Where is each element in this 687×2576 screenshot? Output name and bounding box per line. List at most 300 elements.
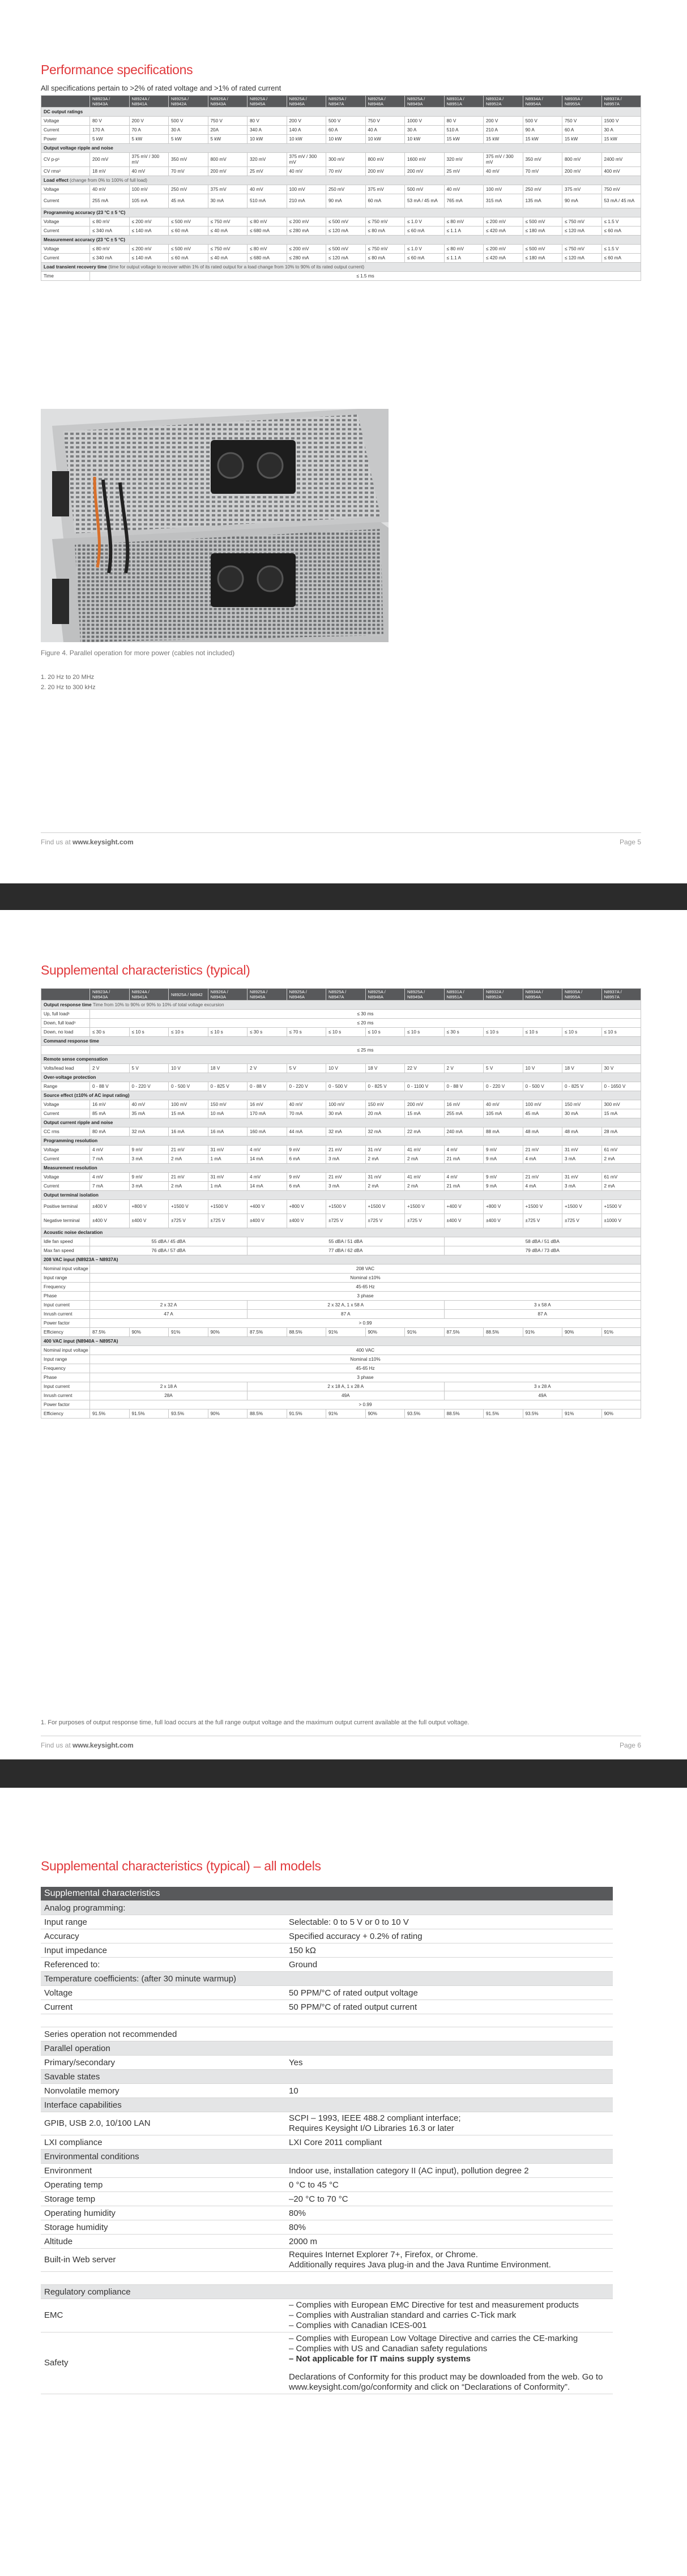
- table-cell: ≤ 10 s: [601, 1028, 641, 1037]
- spanning-cell: ≤ 25 ms: [90, 1046, 641, 1055]
- table-cell: 100 mV: [326, 1100, 366, 1109]
- table-cell: 500 mV: [405, 185, 445, 194]
- row-label: Power factor: [41, 1319, 90, 1328]
- table-cell: 16 mA: [208, 1127, 248, 1137]
- table-cell: 4 mV: [248, 1146, 287, 1155]
- table-cell: 2 V: [248, 1064, 287, 1073]
- section-row: [41, 1228, 641, 1237]
- table-cell: 340 A: [248, 126, 287, 135]
- row-label: Referenced to:: [41, 1958, 285, 1972]
- table-cell: +1500 V: [523, 1200, 562, 1214]
- table-cell: 91%: [326, 1328, 366, 1337]
- row-label: Efficiency: [41, 1409, 90, 1419]
- table-cell: 40 mV: [444, 185, 484, 194]
- row-label: Voltage: [41, 185, 90, 194]
- table-cell: ±725 V: [208, 1214, 248, 1228]
- table-row: [41, 126, 641, 135]
- table-cell: 40 mV: [484, 167, 523, 176]
- table-cell: 16 mV: [90, 1100, 130, 1109]
- row-label: Inrush current: [41, 1310, 90, 1319]
- table-cell: 400 mV: [601, 167, 641, 176]
- table-cell: 16 mV: [444, 1100, 484, 1109]
- section-label: [41, 176, 641, 185]
- performance-spec-table: [41, 95, 641, 281]
- table-cell: 40 mV: [90, 185, 130, 194]
- row-label: Input range: [41, 1274, 90, 1283]
- table-cell: 20 mA: [365, 1109, 405, 1118]
- header-corner: [41, 96, 90, 108]
- table-cell: ≤ 750 mV: [208, 245, 248, 254]
- footer-prefix: Find us at: [41, 1741, 73, 1749]
- footer-url-link[interactable]: www.keysight.com: [72, 838, 134, 846]
- subsection-row: [41, 1972, 613, 1986]
- table-cell: 30 mA: [208, 194, 248, 208]
- table-cell: ≤ 200 mV: [287, 245, 326, 254]
- model-header-cell: N8925A / N8949A: [405, 96, 445, 108]
- table-cell: ≤ 500 mV: [169, 217, 208, 227]
- model-header-cell: N8935A / N8955A: [562, 96, 602, 108]
- table-cell: 48 mA: [523, 1127, 562, 1137]
- row-label: Current: [41, 1182, 90, 1191]
- table-row: [41, 117, 641, 126]
- table-cell: ≤ 200 mV: [129, 245, 169, 254]
- table-cell: ≤ 120 mA: [326, 227, 366, 236]
- table-cell: +1500 V: [405, 1200, 445, 1214]
- table-cell: ≤ 750 mV: [365, 245, 405, 254]
- row-value: 2000 m: [285, 2235, 613, 2249]
- header-corner: [41, 989, 90, 1001]
- page-number: Page 5: [619, 838, 641, 846]
- table-cell: 90%: [208, 1328, 248, 1337]
- table-cell: 300 mV: [326, 153, 366, 167]
- row-label: [41, 1046, 90, 1055]
- table-cell: 90%: [208, 1409, 248, 1419]
- table-row: [41, 1364, 641, 1373]
- table-cell: ≤ 10 s: [129, 1028, 169, 1037]
- table-cell: 320 mV: [248, 153, 287, 167]
- table-cell: 10 V: [326, 1064, 366, 1073]
- section-label: [41, 1164, 641, 1173]
- row-label: Storage humidity: [41, 2220, 285, 2235]
- table-cell: +800 V: [484, 1200, 523, 1214]
- section-title: Over-voltage protection: [44, 1075, 96, 1080]
- table-cell: 30 mA: [562, 1109, 602, 1118]
- table-cell: ±725 V: [365, 1214, 405, 1228]
- section-title: Remote sense compensation: [44, 1057, 108, 1062]
- section-title: Measurement resolution: [44, 1165, 97, 1170]
- table-cell: ≤ 420 mA: [484, 254, 523, 263]
- table-cell: 2 mA: [365, 1155, 405, 1164]
- table-cell: 350 mV: [169, 153, 208, 167]
- row-label: Current: [41, 2000, 285, 2014]
- spanning-cell: 400 VAC: [90, 1346, 641, 1355]
- grouped-cell: 3 x 28 A: [444, 1382, 641, 1391]
- footer-find-us: [41, 1741, 134, 1749]
- table-cell: ≤ 60 mA: [601, 254, 641, 263]
- table-row: [41, 194, 641, 208]
- table-cell: 21 mV: [523, 1146, 562, 1155]
- table-row: [41, 1214, 641, 1228]
- table-cell: ≤ 10 s: [405, 1028, 445, 1037]
- table-row: [41, 1373, 641, 1382]
- row-label: Range: [41, 1082, 90, 1091]
- subsection-label: Savable states: [41, 2070, 613, 2084]
- table-cell: ±725 V: [169, 1214, 208, 1228]
- subsection-row: [41, 2150, 613, 2164]
- subsection-label: Temperature coefficients: (after 30 minute warmup): [41, 1972, 613, 1986]
- table-cell: +1500 V: [562, 1200, 602, 1214]
- table-cell: 91%: [601, 1328, 641, 1337]
- row-value-multiline: [285, 2299, 613, 2333]
- row-label: Input impedance: [41, 1943, 285, 1958]
- subsection-row: [41, 2070, 613, 2084]
- table-cell: ≤ 200 mV: [484, 217, 523, 227]
- page-1: [0, 0, 687, 883]
- table-cell: +800 V: [287, 1200, 326, 1214]
- table-cell: 91%: [169, 1328, 208, 1337]
- table-cell: ≤ 60 mA: [405, 227, 445, 236]
- table-cell: 30 A: [601, 126, 641, 135]
- table-cell: 240 mA: [444, 1127, 484, 1137]
- table-cell: ≤ 10 s: [562, 1028, 602, 1037]
- model-header-cell: N8925A / N8947A: [326, 96, 366, 108]
- table-cell: 5 kW: [129, 135, 169, 144]
- row-label: Current: [41, 194, 90, 208]
- row-value: 80%: [285, 2206, 613, 2220]
- value-line: Declarations of Conformity for this product may be downloaded from the web. Go to: [289, 2372, 603, 2382]
- section-row: [41, 1255, 641, 1264]
- row-value: –20 °C to 70 °C: [285, 2192, 613, 2206]
- spanning-cell: 3 phase: [90, 1373, 641, 1382]
- table-cell: 21 mV: [169, 1146, 208, 1155]
- table-cell: 375 mV / 300 mV: [287, 153, 326, 167]
- model-header-cell: N8923A / N8943A: [90, 96, 130, 108]
- row-label: Phase: [41, 1292, 90, 1301]
- supplemental-table-wrap: [41, 988, 641, 1419]
- table-row: [41, 1958, 613, 1972]
- table-row: [41, 2056, 613, 2070]
- table-cell: 70 mA: [287, 1109, 326, 1118]
- table-cell: ≤ 1.1 A: [444, 254, 484, 263]
- table-cell: 2 mA: [601, 1155, 641, 1164]
- row-label: Up, full load¹: [41, 1010, 90, 1019]
- all-models-table-wrap: [41, 1887, 641, 2394]
- model-header-cell: N8931A / N8951A: [444, 96, 484, 108]
- table-cell: ≤ 680 mA: [248, 254, 287, 263]
- table-cell: 9 mV: [287, 1173, 326, 1182]
- value-line: – Not applicable for IT mains supply systems: [289, 2354, 471, 2364]
- grouped-cell: 77 dBA / 62 dBA: [248, 1246, 445, 1255]
- footnote-1: 1. For purposes of output response time, full load occurs at the full range output voltage and the maximum output current available at the full output voltage.: [41, 1719, 470, 1726]
- model-header-cell: N8934A / N8954A: [523, 989, 562, 1001]
- table-cell: 0 - 825 V: [208, 1082, 248, 1091]
- table-cell: 60 A: [562, 126, 602, 135]
- grouped-cell: 58 dBA / 51 dBA: [444, 1237, 641, 1246]
- table-cell: 30 V: [601, 1064, 641, 1073]
- table-cell: 80 V: [248, 117, 287, 126]
- table-cell: ±725 V: [523, 1214, 562, 1228]
- grouped-cell: 2 x 18 A, 1 x 28 A: [248, 1382, 445, 1391]
- table-row: [41, 1100, 641, 1109]
- table-cell: 60 A: [326, 126, 366, 135]
- table-cell: ≤ 750 mV: [562, 217, 602, 227]
- table-cell: 48 mA: [562, 1127, 602, 1137]
- table-cell: 32 mA: [326, 1127, 366, 1137]
- footer-prefix: Find us at: [41, 838, 73, 846]
- table-cell: 18 V: [562, 1064, 602, 1073]
- value-line: – Complies with US and Canadian safety regulations: [289, 2344, 488, 2353]
- grouped-cell: 79 dBA / 73 dBA: [444, 1246, 641, 1255]
- section-label: [41, 1073, 641, 1082]
- table-cell: 1500 V: [601, 117, 641, 126]
- row-label: Primary/secondary: [41, 2056, 285, 2070]
- table-cell: 800 mV: [562, 153, 602, 167]
- table-cell: 9 mV: [484, 1146, 523, 1155]
- table-cell: +1500 V: [208, 1200, 248, 1214]
- table-cell: 15 mA: [169, 1109, 208, 1118]
- model-header-cell: N8926A / N8943A: [208, 96, 248, 108]
- table-cell: ≤ 60 mA: [169, 227, 208, 236]
- subsection-label: Interface capabilities: [41, 2098, 613, 2112]
- table-row: [41, 1010, 641, 1019]
- table-cell: 21 mA: [444, 1155, 484, 1164]
- section-label: [41, 1037, 641, 1046]
- model-header-cell: N8932A / N8952A: [484, 96, 523, 108]
- section-title: Measurement accuracy (23 °C ± 5 °C): [44, 237, 125, 242]
- table-cell: 255 mA: [444, 1109, 484, 1118]
- table-cell: 510 mA: [248, 194, 287, 208]
- table-cell: ≤ 140 mA: [129, 254, 169, 263]
- table-cell: 9 mA: [484, 1182, 523, 1191]
- section-row: [41, 1091, 641, 1100]
- table-cell: 21 mV: [326, 1146, 366, 1155]
- footnote-2: 2. 20 Hz to 300 kHz: [41, 684, 96, 691]
- section-label: [41, 1001, 641, 1010]
- row-label: Voltage: [41, 117, 90, 126]
- table-cell: 30 A: [405, 126, 445, 135]
- subsection-row: [41, 1901, 613, 1915]
- table-cell: 70 mV: [169, 167, 208, 176]
- supplemental-table: [41, 988, 641, 1419]
- table-cell: +1500 V: [601, 1200, 641, 1214]
- table-cell: 500 V: [169, 117, 208, 126]
- value-line: [289, 2364, 609, 2372]
- table-cell: 20A: [208, 126, 248, 135]
- table-cell: 90%: [365, 1328, 405, 1337]
- parallel-operation-photo: [41, 409, 389, 642]
- spanning-cell: 45-65 Hz: [90, 1364, 641, 1373]
- table-cell: +800 V: [129, 1200, 169, 1214]
- table-cell: 25 mV: [248, 167, 287, 176]
- table-cell: 300 mV: [601, 1100, 641, 1109]
- table-cell: 100 mV: [129, 185, 169, 194]
- table-row: [41, 1146, 641, 1155]
- table-cell: 200 mV: [405, 1100, 445, 1109]
- section-row: [41, 208, 641, 217]
- table-cell: 105 mA: [484, 1109, 523, 1118]
- section-label: [41, 144, 641, 153]
- table-cell: 510 A: [444, 126, 484, 135]
- table-cell: ≤ 1.1 A: [444, 227, 484, 236]
- table-cell: 4 mA: [523, 1182, 562, 1191]
- table-cell: 100 mV: [484, 185, 523, 194]
- subsection-label: Environmental conditions: [41, 2150, 613, 2164]
- table-cell: 87.5%: [444, 1328, 484, 1337]
- model-header-cell: N8935A / N8955A: [562, 989, 602, 1001]
- table-row: [41, 185, 641, 194]
- table-cell: ≤ 340 mA: [90, 227, 130, 236]
- grouped-cell: 87 A: [248, 1310, 445, 1319]
- section-row: [41, 236, 641, 245]
- value-line: Additionally requires Java plug-in and the Java Runtime Environment.: [289, 2260, 551, 2270]
- table-cell: 2 mA: [169, 1182, 208, 1191]
- grouped-cell: 3 x 58 A: [444, 1301, 641, 1310]
- table-cell: 85 mA: [90, 1109, 130, 1118]
- row-label: Storage temp: [41, 2192, 285, 2206]
- row-value: 0 °C to 45 °C: [285, 2178, 613, 2192]
- table-cell: ≤ 180 mA: [523, 227, 562, 236]
- page-subtitle: All specifications pertain to >2% of rated voltage and >1% of rated current: [41, 84, 281, 92]
- table-cell: ±400 V: [90, 1200, 130, 1214]
- table-cell: 750 mV: [601, 185, 641, 194]
- table-cell: 90%: [129, 1328, 169, 1337]
- table-cell: 0 - 220 V: [484, 1082, 523, 1091]
- table-row: [41, 1064, 641, 1073]
- section-label: [41, 236, 641, 245]
- model-header-cell: N8925A / N8948A: [365, 989, 405, 1001]
- table-row: [41, 2333, 613, 2394]
- table-row: [41, 245, 641, 254]
- table-cell: 500 V: [523, 117, 562, 126]
- table-cell: 21 mA: [444, 1182, 484, 1191]
- table-cell: 10 kW: [248, 135, 287, 144]
- table-cell: ≤ 120 mA: [562, 227, 602, 236]
- row-label: Voltage: [41, 1146, 90, 1155]
- page-2: [0, 910, 687, 1759]
- table-row: [41, 272, 641, 281]
- table-cell: ≤ 80 mV: [444, 217, 484, 227]
- table-cell: 2 mA: [601, 1182, 641, 1191]
- row-label: GPIB, USB 2.0, 10/100 LAN: [41, 2112, 285, 2135]
- table-cell: 2 mA: [365, 1182, 405, 1191]
- row-label: CC rms: [41, 1127, 90, 1137]
- table-cell: ≤ 340 mA: [90, 254, 130, 263]
- table-cell: 14 mA: [248, 1182, 287, 1191]
- table-cell: 250 mV: [169, 185, 208, 194]
- table-cell: 7 mA: [90, 1155, 130, 1164]
- grouped-cell: 76 dBA / 57 dBA: [90, 1246, 248, 1255]
- row-label: Altitude: [41, 2235, 285, 2249]
- table-cell: 4 mV: [444, 1173, 484, 1182]
- table-cell: 80 V: [90, 117, 130, 126]
- table-cell: 5 kW: [208, 135, 248, 144]
- row-label: Input range: [41, 1915, 285, 1929]
- table-row: [41, 2272, 613, 2285]
- section-title: 208 VAC input (N8923A – N8937A): [44, 1257, 118, 1262]
- section-title: Programming resolution: [44, 1138, 98, 1143]
- table-cell: ≤ 280 mA: [287, 254, 326, 263]
- table-cell: ±1000 V: [601, 1214, 641, 1228]
- power-supply-illustration: [41, 409, 389, 642]
- row-value: LXI Core 2011 compliant: [285, 2135, 613, 2150]
- model-header-cell: N8932A / N8952A: [484, 989, 523, 1001]
- value-line: Requires Internet Explorer 7+, Firefox, or Chrome.: [289, 2250, 478, 2259]
- section-label: [41, 1055, 641, 1064]
- section-row: [41, 144, 641, 153]
- table-cell: 200 mV: [405, 167, 445, 176]
- table-cell: 87.5%: [90, 1328, 130, 1337]
- table-cell: 90%: [562, 1328, 602, 1337]
- model-header-cell: N8925A / N8946A: [287, 96, 326, 108]
- table-cell: 40 A: [365, 126, 405, 135]
- section-note: Time from 10% to 90% or 90% to 10% of total voltage excursion: [91, 1002, 224, 1007]
- table-cell: 41 mV: [405, 1146, 445, 1155]
- table-row: [41, 1182, 641, 1191]
- table-cell: 32 mA: [129, 1127, 169, 1137]
- table-cell: 100 mV: [287, 185, 326, 194]
- table-cell: ±400 V: [129, 1214, 169, 1228]
- model-header-cell: N8925A / N8942A: [169, 96, 208, 108]
- table-cell: 15 kW: [601, 135, 641, 144]
- section-title: Acoustic noise declaration: [44, 1230, 103, 1235]
- table-cell: 0 - 500 V: [326, 1082, 366, 1091]
- table-cell: 800 mV: [365, 153, 405, 167]
- table-cell: 500 V: [326, 117, 366, 126]
- table-cell: 90 mA: [326, 194, 366, 208]
- table-cell: 160 mA: [248, 1127, 287, 1137]
- table-cell: 150 mV: [208, 1100, 248, 1109]
- row-value: Ground: [285, 1958, 613, 1972]
- spanning-cell: > 0.99: [90, 1400, 641, 1409]
- table-cell: 140 A: [287, 126, 326, 135]
- table-row: [41, 1915, 613, 1929]
- spanning-cell: 3 phase: [90, 1292, 641, 1301]
- section-row: [41, 1118, 641, 1127]
- table-cell: 40 mV: [248, 185, 287, 194]
- table-cell: 31 mV: [208, 1173, 248, 1182]
- table-cell: 88.5%: [444, 1409, 484, 1419]
- model-header-cell: N8925A / N8945A: [248, 989, 287, 1001]
- table-cell: 53 mA / 45 mA: [405, 194, 445, 208]
- table-cell: 200 mV: [90, 153, 130, 167]
- table-cell: 31 mV: [365, 1173, 405, 1182]
- table-cell: 200 V: [287, 117, 326, 126]
- section-label: [41, 1228, 641, 1237]
- row-label: Input range: [41, 1355, 90, 1364]
- value-line: – Complies with Canadian ICES-001: [289, 2321, 427, 2330]
- row-value: 50 PPM/°C of rated output current: [285, 2000, 613, 2014]
- table-cell: 3 mA: [129, 1182, 169, 1191]
- performance-spec-table-wrap: [41, 95, 641, 281]
- table-row: [41, 2299, 613, 2333]
- table-row: [41, 2084, 613, 2098]
- table-row: [41, 2178, 613, 2192]
- table-cell: ≤ 200 mV: [129, 217, 169, 227]
- table-cell: 21 mV: [326, 1173, 366, 1182]
- table-cell: ≤ 1.0 V: [405, 217, 445, 227]
- footer-url-link[interactable]: www.keysight.com: [72, 1741, 134, 1749]
- spanning-cell: ≤ 30 ms: [90, 1010, 641, 1019]
- table-cell: 14 mA: [248, 1155, 287, 1164]
- table-row: [41, 217, 641, 227]
- table-cell: 10 kW: [326, 135, 366, 144]
- table-cell: 5 kW: [169, 135, 208, 144]
- table-cell: 31 mV: [562, 1146, 602, 1155]
- spanning-cell: 45-65 Hz: [90, 1283, 641, 1292]
- table-row: [41, 1127, 641, 1137]
- table-cell: 88.5%: [248, 1409, 287, 1419]
- row-label: Time: [41, 272, 90, 281]
